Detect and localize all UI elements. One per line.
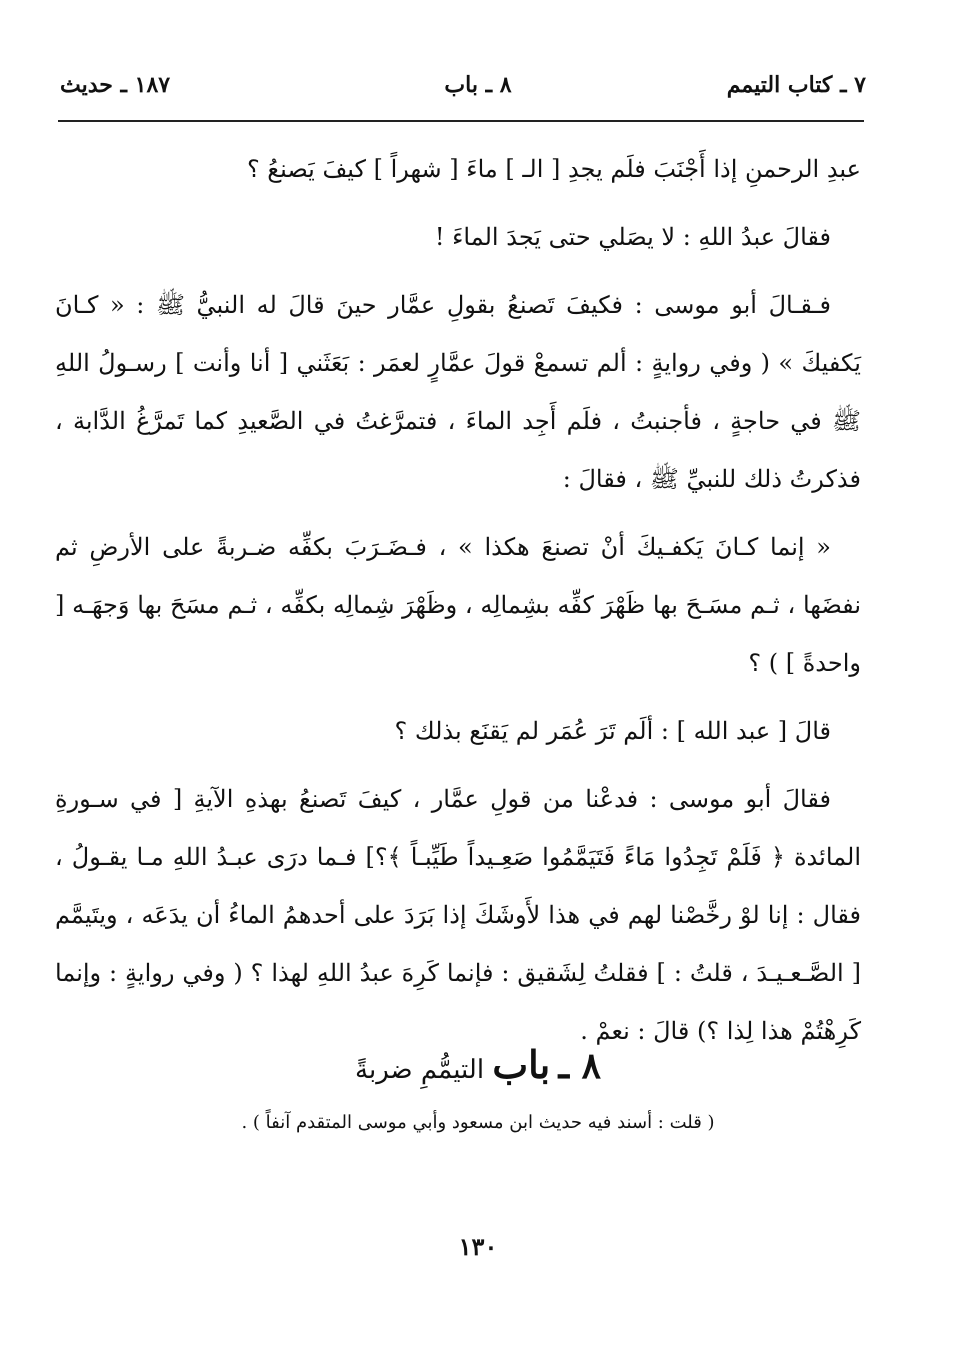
header-bab-title: ٨ ـ باب [444, 72, 512, 98]
paragraph-3: فـقـالَ أبو موسى : فكيفَ تَصنعُ بقولِ عمَّار حينَ قالَ له النبيُّ ﷺ : « كـانَ يَكفيكَ » ( وفي روايةٍ : ألم تسمعْ قولَ عمَّارٍ لعمَر : بَعَثَني [ أنا وأنت ] رسـولُ اللهِ ﷺ في حاجةٍ ، فأجنبتُ ، فلَم أَجِد الماءَ ، فتمرَّغتُ في الصَّعيدِ كما تَمرَّغُ الدَّابة ، فذكرتُ ذلك للنبيِّ ﷺ ، فقالَ : [55, 291, 861, 493]
main-text [55, 140, 861, 1070]
section-title: التيمُّمِ ضربةً [355, 1055, 485, 1085]
paragraph-6: فقالَ أبو موسى : فدعْنا من قولِ عمَّار ، كيفَ تَصنعُ بهذهِ الآيةِ [ في سـورةِ المائدة ﴿ فَلَمْ تَجِدُوا مَاءً فَتَيَمَّمُوا صَعِـيداً طَيِّبـاً ﴾؟] فـما درَى عبـدُ اللهِ مـا يقـولُ ، فقال : إنا لوْ رخَّصْنا لهم في هذا لأَوشَكَ إذا بَرَدَ على أحدهمُ الماءُ أن يدَعَه ، ويتَيمَّم [ الصَّـعـيـدَ ، قلتُ : ] فقلتُ لِشَقيق : فإنما كَرِهَ عبدُ اللهِ لهذا ؟ ( وفي روايةٍ : وإنما كَرِهْتُمْ هذا لِذا ؟) قالَ : نعمْ . [55, 785, 861, 1045]
page-number: ١٣٠ [458, 1232, 498, 1261]
header-divider [58, 120, 864, 122]
editor-note: ( قلت : أسند فيه حديث ابن مسعود وأبي موسى المتقدم آنفاً ) . [241, 1112, 715, 1133]
paragraph-5: قالَ [ عبد الله ] : ألَم تَرَ عُمَر لم يَقنَع بذلك ؟ [394, 717, 831, 745]
paragraph-1: عبدِ الرحمنِ إذا أَجْنَبَ فلَم يجدِ [ الـ ] ماءَ [ شهراً ] كيفَ يَصنعُ ؟ [246, 155, 861, 183]
section-word: باب [492, 1042, 551, 1087]
section-number: ٨ ـ [558, 1045, 601, 1087]
paragraph-4: « إنما كـانَ يَكفـيكَ أنْ تصنعَ هكذا » ، فـضَـرَبَ بكفِّه ضـربةً على الأرضِ ثم نفضَها ، ثـم مسَـحَ بها ظَهْرَ كفِّه بشِمالِه ، وظَهْرَ شِمالِه بكفِّه ، ثـم مسَحَ بها وَجهَـه [ واحدةً ] ) ؟ [55, 533, 862, 677]
paragraph-2: فقالَ عبدُ اللهِ : لا يصَلي حتى يَجدَ الماءَ ! [434, 223, 831, 251]
header-chapter-title: ٧ ـ كتاب التيمم [726, 72, 866, 98]
header-hadith-number: ١٨٧ ـ حديث [60, 72, 171, 98]
section-heading [0, 1042, 956, 1087]
